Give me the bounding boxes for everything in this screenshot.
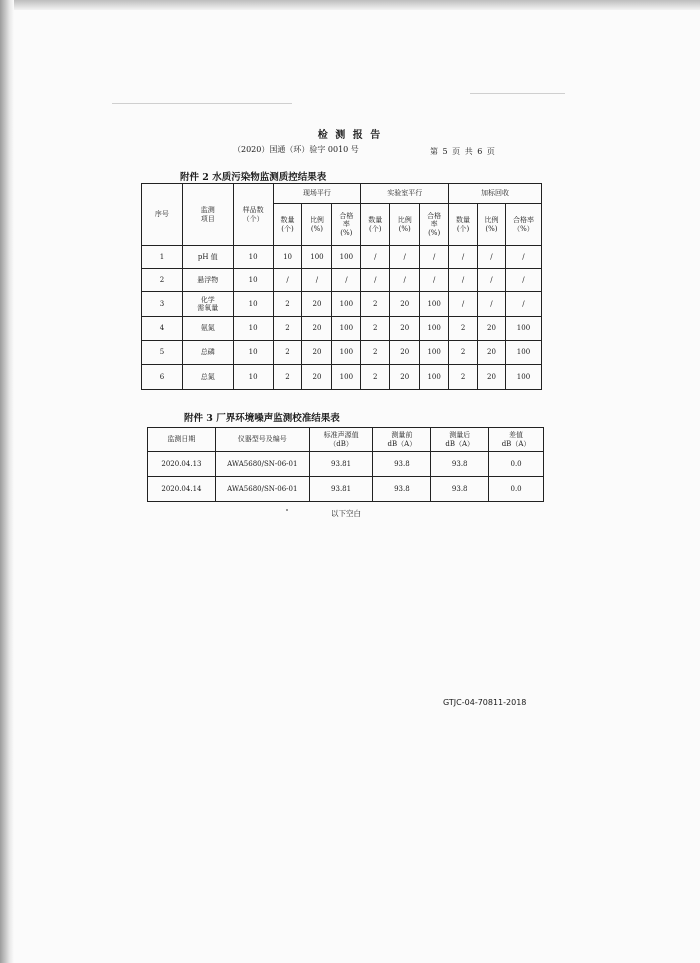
table-row bbox=[142, 246, 542, 269]
subheader-qty: 数量 (个) bbox=[273, 204, 302, 246]
cell-value: 100 bbox=[332, 246, 361, 269]
cell-item: 化学 需氧量 bbox=[182, 292, 233, 317]
cell-seq: 2 bbox=[142, 269, 183, 292]
cell-value: 2 bbox=[273, 317, 302, 341]
cell-value: 2 bbox=[449, 317, 478, 341]
header-after: 测量后 dB（A） bbox=[431, 428, 489, 452]
document-code: GTJC-04-70811-2018 bbox=[443, 698, 527, 707]
cell-date: 2020.04.14 bbox=[148, 477, 216, 502]
report-title: 检 测 报 告 bbox=[317, 130, 383, 141]
subheader-pass-rate: 合格率 （%） bbox=[505, 204, 541, 246]
cell-seq: 6 bbox=[142, 365, 183, 390]
header-sample-count: 样品数 （个） bbox=[233, 184, 273, 246]
cell-after: 93.8 bbox=[431, 452, 489, 477]
cell-item: pH 值 bbox=[182, 246, 233, 269]
page-number: 第 5 页 共 6 页 bbox=[430, 147, 496, 156]
cell-item: 悬浮物 bbox=[182, 269, 233, 292]
header-difference: 差值 dB（A） bbox=[489, 428, 544, 452]
cell-value: 2 bbox=[361, 317, 390, 341]
cell-seq: 1 bbox=[142, 246, 183, 269]
table-row bbox=[142, 365, 542, 390]
blank-below-note: 以下空白 bbox=[331, 509, 361, 518]
table-row bbox=[142, 317, 542, 341]
cell-value: 100 bbox=[332, 292, 361, 317]
table-row bbox=[142, 341, 542, 365]
cell-count: 10 bbox=[233, 246, 273, 269]
cell-value: / bbox=[505, 269, 541, 292]
cell-item: 总磷 bbox=[182, 341, 233, 365]
cell-seq: 5 bbox=[142, 341, 183, 365]
cell-count: 10 bbox=[233, 292, 273, 317]
cell-value: 2 bbox=[449, 365, 478, 390]
table3-title: 附件 3 厂界环境噪声监测校准结果表 bbox=[184, 413, 340, 424]
scan-shadow-left bbox=[0, 0, 14, 963]
scan-artifact-line bbox=[112, 103, 292, 104]
cell-value: 20 bbox=[390, 365, 420, 390]
cell-value: / bbox=[505, 246, 541, 269]
cell-value: 100 bbox=[332, 365, 361, 390]
subheader-qty: 数量 (个) bbox=[361, 204, 390, 246]
cell-after: 93.8 bbox=[431, 477, 489, 502]
cell-value: 20 bbox=[478, 317, 506, 341]
cell-value: 2 bbox=[273, 365, 302, 390]
cell-value: 2 bbox=[273, 341, 302, 365]
header-before: 测量前 dB（A） bbox=[373, 428, 431, 452]
subheader-ratio: 比例 (%) bbox=[390, 204, 420, 246]
scan-artifact-line bbox=[470, 93, 565, 94]
cell-device: AWA5680/SN-06-01 bbox=[215, 477, 309, 502]
cell-count: 10 bbox=[233, 341, 273, 365]
noise-calibration-table bbox=[147, 427, 544, 502]
cell-value: 100 bbox=[505, 317, 541, 341]
cell-value: / bbox=[420, 269, 449, 292]
table-row bbox=[142, 269, 542, 292]
cell-value: 20 bbox=[302, 341, 332, 365]
cell-value: 2 bbox=[361, 341, 390, 365]
cell-value: / bbox=[449, 269, 478, 292]
cell-value: 100 bbox=[302, 246, 332, 269]
header-standard-value: 标准声源值 （dB） bbox=[309, 428, 373, 452]
cell-value: / bbox=[478, 269, 506, 292]
header-spike-recovery: 加标回收 bbox=[449, 184, 542, 204]
cell-standard: 93.81 bbox=[309, 452, 373, 477]
cell-value: 100 bbox=[420, 365, 449, 390]
header-item: 监测 项目 bbox=[182, 184, 233, 246]
cell-value: 100 bbox=[420, 341, 449, 365]
header-lab-parallel: 实验室平行 bbox=[361, 184, 449, 204]
cell-value: 100 bbox=[420, 317, 449, 341]
cell-value: 100 bbox=[420, 292, 449, 317]
cell-value: / bbox=[390, 269, 420, 292]
cell-item: 总氮 bbox=[182, 365, 233, 390]
cell-value: 2 bbox=[361, 292, 390, 317]
cell-value: 20 bbox=[478, 341, 506, 365]
cell-value: 100 bbox=[332, 341, 361, 365]
cell-device: AWA5680/SN-06-01 bbox=[215, 452, 309, 477]
subheader-qty: 数量 (个) bbox=[449, 204, 478, 246]
cell-before: 93.8 bbox=[373, 477, 431, 502]
cell-value: / bbox=[505, 292, 541, 317]
cell-value: 20 bbox=[390, 341, 420, 365]
cell-value: 20 bbox=[302, 317, 332, 341]
report-number: （2020）国通（环）验字 0010 号 bbox=[233, 145, 359, 154]
cell-value: 10 bbox=[273, 246, 302, 269]
cell-value: / bbox=[478, 246, 506, 269]
cell-value: 20 bbox=[390, 317, 420, 341]
table2-title: 附件 2 水质污染物监测质控结果表 bbox=[180, 172, 327, 183]
header-date: 监测日期 bbox=[148, 428, 216, 452]
cell-count: 10 bbox=[233, 317, 273, 341]
cell-seq: 4 bbox=[142, 317, 183, 341]
cell-value: / bbox=[302, 269, 332, 292]
cell-value: 100 bbox=[332, 317, 361, 341]
cell-value: / bbox=[420, 246, 449, 269]
cell-value: 100 bbox=[505, 365, 541, 390]
scan-speck bbox=[286, 509, 288, 511]
subheader-pass-rate: 合格 率 (%) bbox=[420, 204, 449, 246]
cell-value: 2 bbox=[273, 292, 302, 317]
cell-value: / bbox=[390, 246, 420, 269]
table-row bbox=[148, 452, 544, 477]
cell-count: 10 bbox=[233, 269, 273, 292]
cell-difference: 0.0 bbox=[489, 452, 544, 477]
subheader-ratio: 比例 (%) bbox=[478, 204, 506, 246]
water-qc-table bbox=[141, 183, 542, 390]
scan-shadow-top bbox=[0, 0, 700, 10]
header-field-parallel: 现场平行 bbox=[273, 184, 361, 204]
table-row bbox=[142, 292, 542, 317]
header-device: 仪器型号及编号 bbox=[215, 428, 309, 452]
cell-value: 20 bbox=[478, 365, 506, 390]
cell-value: / bbox=[449, 292, 478, 317]
cell-count: 10 bbox=[233, 365, 273, 390]
subheader-ratio: 比例 (%) bbox=[302, 204, 332, 246]
cell-value: / bbox=[361, 269, 390, 292]
cell-value: 2 bbox=[449, 341, 478, 365]
cell-value: 20 bbox=[302, 365, 332, 390]
cell-date: 2020.04.13 bbox=[148, 452, 216, 477]
cell-difference: 0.0 bbox=[489, 477, 544, 502]
subheader-pass-rate: 合格 率 (%) bbox=[332, 204, 361, 246]
cell-value: / bbox=[449, 246, 478, 269]
cell-item: 氨氮 bbox=[182, 317, 233, 341]
table-row bbox=[148, 477, 544, 502]
header-seq: 序号 bbox=[142, 184, 183, 246]
cell-standard: 93.81 bbox=[309, 477, 373, 502]
cell-seq: 3 bbox=[142, 292, 183, 317]
cell-value: 2 bbox=[361, 365, 390, 390]
cell-value: 20 bbox=[390, 292, 420, 317]
cell-value: / bbox=[478, 292, 506, 317]
cell-value: / bbox=[332, 269, 361, 292]
cell-value: / bbox=[273, 269, 302, 292]
cell-value: / bbox=[361, 246, 390, 269]
cell-value: 100 bbox=[505, 341, 541, 365]
cell-before: 93.8 bbox=[373, 452, 431, 477]
cell-value: 20 bbox=[302, 292, 332, 317]
